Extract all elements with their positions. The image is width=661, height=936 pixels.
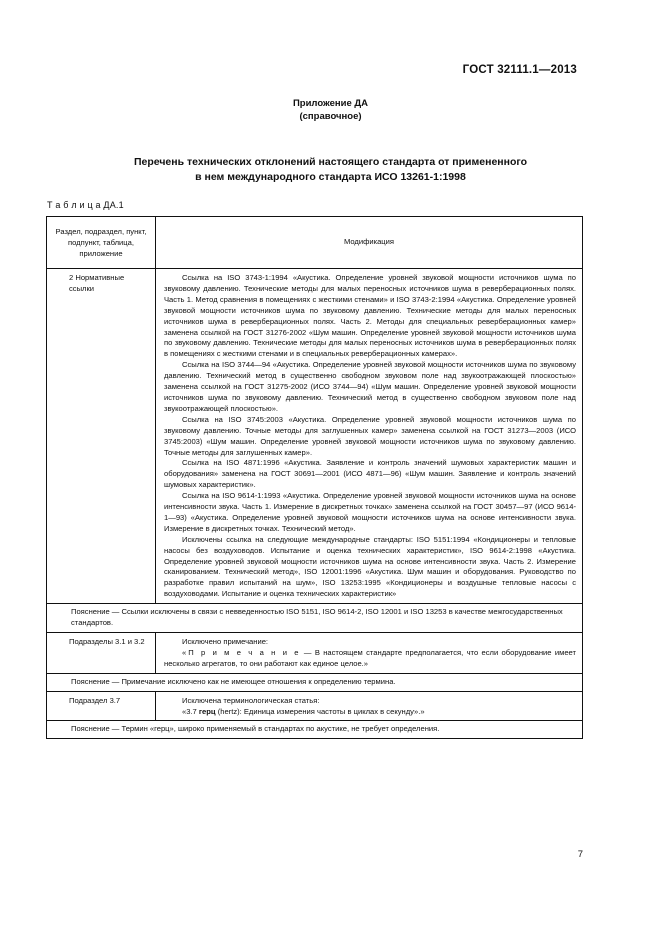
row-section: Подраздел 3.7 bbox=[47, 691, 156, 721]
header-modification: Модификация bbox=[156, 217, 583, 269]
table-note-row bbox=[47, 721, 583, 739]
table-header-row bbox=[47, 217, 583, 269]
row-modification bbox=[156, 269, 583, 604]
page-number: 7 bbox=[577, 849, 583, 860]
modification-line: Исключена терминологическая статья: bbox=[182, 695, 320, 705]
modification-paragraph: Ссылка на ISO 4871:1996 «Акустика. Заявление и контроль значений шумовых характеристик машин и оборудования» заменена на ГОСТ 30691—2001 (ИСО 4871—96) «Шум машин. Заявление и контроль значений шумовых характеристик». bbox=[164, 458, 576, 490]
deviations-table bbox=[46, 216, 583, 739]
table-row bbox=[47, 633, 583, 674]
note-text: Пояснение — Примечание исключено как не имеющее отношения к определению термина. bbox=[47, 673, 583, 691]
annex-heading bbox=[0, 97, 661, 123]
note-text: Пояснение — Термин «герц», широко применяемый в стандартах по акустике, не требует определения. bbox=[47, 721, 583, 739]
title-line-2: в нем международного стандарта ИСО 13261-1:1998 bbox=[195, 171, 466, 183]
modification-paragraph: Ссылка на ISO 3743-1:1994 «Акустика. Определение уровней звуковой мощности источников шума по звуковому давлению. Технические методы для малых переносных источников шума в реверберационных полях. Часть 1. Метод сравнения в помещениях с жесткими стенами» и ISO 3743-2:1994 «Акустика. Определение уровней звуковой мощности источников шума по звуковому давлению. Технические методы для малых переносных источников шума в реверберационных полях. Часть 2. Методы для специальных реверберационных камер» заменена ссылкой на ГОСТ 31276-2002 «Шум машин. Определение уровней звуковой мощности источников шума по звуковому давлению. Технические методы для малых переносных источников шума в реверберационных полях в помещениях с жесткими стенами и в специальных реверберационных камерах». bbox=[164, 273, 576, 359]
modification-paragraph: Ссылка на ISO 3744—94 «Акустика. Определение уровней звуковой мощности источников шума по звуковому давлению. Технический метод в существенно свободном звуковом поле над звукоотражающей плоскостью» заменена ссылкой на ГОСТ 31275-2002 (ИСО 3744—94) «Шум машин. Определение уровней звуковой мощности источников шума по звуковому давлению. Технический метод в существенно свободном звуковом поле над звукоотражающей плоскостью». bbox=[164, 360, 576, 413]
table-note-row bbox=[47, 604, 583, 633]
annex-main-title bbox=[0, 155, 661, 185]
table-row bbox=[47, 691, 583, 721]
term-name: герц bbox=[198, 706, 216, 716]
modification-note bbox=[164, 648, 576, 670]
table-caption: Т а б л и ц а ДА.1 bbox=[47, 200, 124, 210]
row-modification bbox=[156, 691, 583, 721]
table-row bbox=[47, 269, 583, 604]
row-section: Подразделы 3.1 и 3.2 bbox=[47, 633, 156, 674]
note-label: «П р и м е ч а н и е bbox=[182, 647, 301, 657]
row-section: 2 Нормативные ссылки bbox=[47, 269, 156, 604]
modification-paragraph: Ссылка на ISO 9614-1:1993 «Акустика. Определение уровней звуковой мощности источников шума на основе интенсивности звука. Часть 1. Измерение в дискретных точках» заменена ссылкой на ГОСТ 30457—97 (ИСО 9614-1—93) «Акустика. Определение уровней звуковой мощности источников шума на основе интенсивности звука. Измерение в дискретных точках. Технический метод». bbox=[164, 491, 576, 533]
modification-paragraph: Исключены ссылка на следующие международные стандарты: ISO 5151:1994 «Кондиционеры и тепловые насосы без воздуховодов. Испытание и оценка технических характеристик», ISO 9614-2:1998 «Акустика. Определение уровней звуковой мощности источников шума на основе интенсивности звука. Часть 2. Измерение сканированием. Технический метод», ISO 12001:1996 «Акустика. Шум машин и оборудования. Руководство по разработке правил испытаний на шум», ISO 13253:1995 «Кондиционеры и воздушные тепловые насосы с воздуховодами. Испытание и оценка технических характеристик» bbox=[164, 534, 576, 599]
modification-paragraph: Ссылка на ISO 3745:2003 «Акустика. Определение уровней звуковой мощности источников шума по звуковому давлению. Точные методы для заглушенных камер» заменена ссылкой на ГОСТ 31273—2003 (ИСО 3745:2003) «Шум машин. Определение уровней звуковой мощности источников шума по звуковому давлению. Точные методы для заглушенных камер». bbox=[164, 414, 576, 457]
annex-title: Приложение ДА bbox=[292, 98, 369, 109]
table-note-row bbox=[47, 673, 583, 691]
annex-subtitle: (справочное) bbox=[299, 111, 362, 122]
document-header: ГОСТ 32111.1—2013 bbox=[462, 64, 577, 76]
term-entry bbox=[164, 707, 576, 718]
note-text: Пояснение — Ссылки исключены в связи с невведенностью ISO 5151, ISO 9614-2, ISO 12001 и ISO 13253 в качестве межгосударственных стандартов. bbox=[47, 604, 583, 633]
modification-line: Исключено примечание: bbox=[182, 637, 269, 646]
note-body: — В настоящем стандарте предполагается, что если оборудование имеет несколько агрегатов, то они работают как единое целое.» bbox=[164, 647, 576, 668]
title-line-1: Перечень технических отклонений настоящего стандарта от примененного bbox=[133, 156, 528, 168]
header-section: Раздел, подраздел, пункт, подпункт, таблица, приложение bbox=[47, 217, 156, 269]
row-modification bbox=[156, 633, 583, 674]
term-definition: (hertz): Единица измерения частоты в циклах в секунду».» bbox=[215, 706, 425, 716]
term-prefix: «3.7 bbox=[182, 706, 199, 716]
